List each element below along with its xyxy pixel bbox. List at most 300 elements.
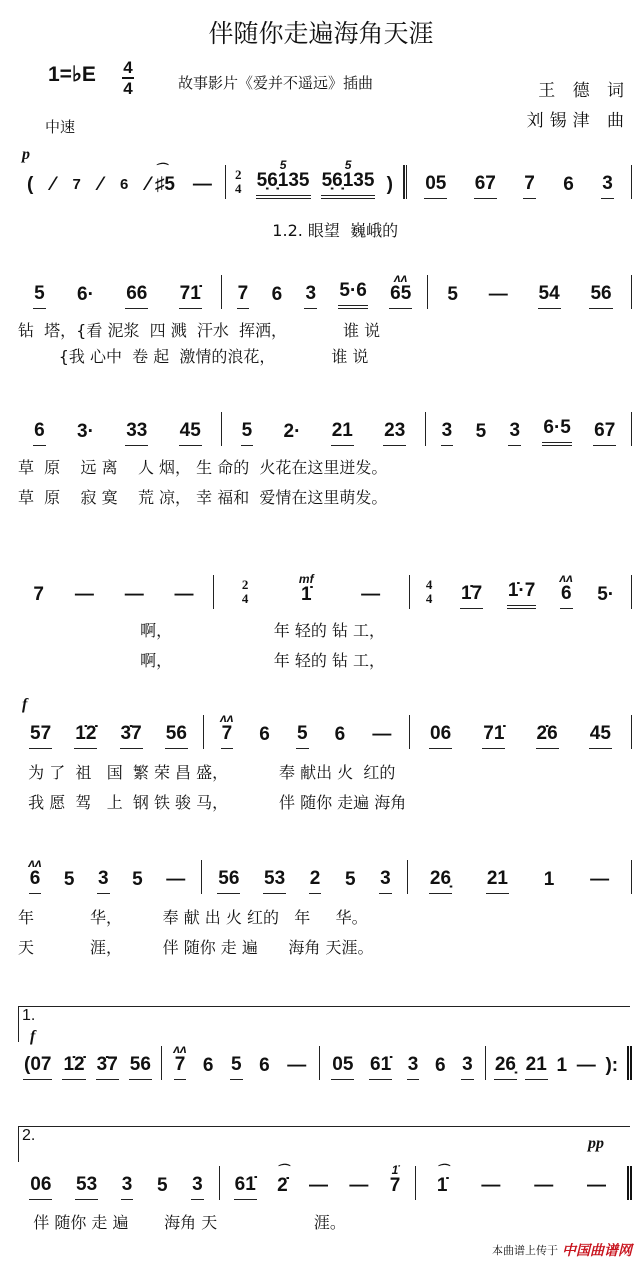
note (131, 869, 144, 894)
time-signature-change (235, 168, 242, 196)
note (121, 1174, 134, 1200)
measure (222, 271, 428, 309)
note-text: — (74, 584, 94, 605)
note (523, 173, 536, 199)
note-text: — (481, 1175, 501, 1196)
lyrics-line: 啊， 年 轻的 钻 工， (18, 621, 386, 640)
note (283, 421, 302, 446)
note (436, 1163, 449, 1200)
note (383, 420, 406, 446)
note-text: — (349, 1175, 369, 1196)
note-text: 3 (509, 420, 521, 441)
note (234, 1174, 257, 1200)
note-marking: ʌʌ (394, 271, 408, 285)
note (474, 173, 497, 199)
note-text: 65 (390, 283, 412, 304)
note (441, 420, 454, 446)
note (389, 1163, 402, 1200)
note (386, 174, 394, 199)
note-text: 1̇2̇ (75, 723, 97, 744)
music-system (14, 412, 632, 446)
note (508, 420, 521, 446)
note (488, 284, 509, 309)
note-marking: ʌʌ (220, 711, 234, 725)
note-text: 2· (283, 421, 301, 442)
note (475, 421, 488, 446)
measure (214, 572, 410, 609)
note (241, 420, 254, 446)
note (156, 1175, 169, 1200)
note-text: ) (386, 174, 393, 195)
note-text: ⁄ ♯5 (146, 174, 175, 195)
measure (426, 412, 632, 446)
note (589, 869, 610, 894)
lyrics-line: 钻 塔，{看 泥浆 四 溅 汗水 挥洒， 谁 说 (18, 321, 381, 340)
note-text: — (174, 584, 194, 605)
note-marking: ⌒ (276, 1163, 289, 1177)
note (331, 1054, 354, 1080)
note (263, 868, 286, 894)
note (389, 271, 412, 309)
lyrics-line: 天 涯， 伴 随你 走 遍 海角 天涯。 (18, 938, 374, 957)
music-system (14, 158, 632, 199)
note-text: 2̇ (277, 1175, 288, 1196)
note-text: ⁄ (51, 174, 55, 195)
note-text: 6 (34, 420, 45, 441)
measure (486, 1046, 632, 1080)
note-text: 56 (129, 1054, 151, 1075)
measure (14, 1046, 162, 1080)
note (556, 1055, 569, 1080)
note-text: 56 (218, 868, 240, 889)
lyrics-line: 草 原 远 离 人 烟， 生 命的 火花在这里迸发。 (18, 458, 388, 477)
note-text: 3 (97, 868, 109, 889)
measure (222, 412, 426, 446)
note-text: — (192, 174, 212, 195)
note (543, 869, 556, 894)
note (26, 174, 34, 199)
note-text: 3 (192, 1174, 203, 1195)
note (286, 1055, 307, 1080)
note-text: 6 (434, 1055, 446, 1076)
note-text: 2̇6 (536, 723, 558, 744)
lyricist-credit: 王 德 词 (538, 81, 630, 101)
note (525, 1054, 548, 1080)
note-marking: 5 (344, 158, 352, 172)
measure (14, 1166, 220, 1200)
note (98, 174, 103, 199)
note-text: 7 (33, 584, 44, 605)
lyrics-line: 我 愿 驾 上 钢 铁 骏 马， 伴 随你 走遍 海角 (18, 793, 407, 812)
note-text: — (590, 869, 610, 890)
note-text: — (287, 1055, 307, 1076)
note-text: 21 (486, 868, 508, 889)
note-text: 7 (524, 173, 535, 194)
note (586, 1175, 607, 1200)
note-text: 5 (475, 421, 487, 442)
note-text: 71̇ (179, 283, 201, 304)
dynamic-marking: f (30, 1028, 36, 1045)
note (304, 283, 317, 309)
note (348, 1175, 369, 1200)
note (507, 580, 536, 609)
note-text: 5 (344, 869, 356, 890)
measure (416, 1163, 632, 1200)
note-text: 3 (602, 173, 613, 194)
note-text: 5 (241, 420, 253, 441)
measure (320, 1046, 486, 1080)
note-text: 3̇7 (120, 723, 142, 744)
note (125, 283, 148, 309)
note-text: 3 (407, 1054, 419, 1075)
note (271, 284, 284, 309)
footer (492, 1240, 632, 1260)
volta-label: 1. (22, 1007, 36, 1024)
note-text: ⁄ (98, 174, 103, 195)
note-text: 53 (76, 1174, 98, 1195)
note (145, 162, 176, 199)
time-top: 2 (235, 167, 242, 182)
note-text: 67 (474, 173, 496, 194)
note (129, 1054, 152, 1080)
note (480, 1175, 501, 1200)
note-text: — (309, 1175, 329, 1196)
note-text: 06 (430, 723, 452, 744)
note-text: 5 (296, 723, 308, 744)
note-text: 6 (334, 724, 346, 745)
note-text: — (372, 724, 392, 745)
note-text: — (166, 869, 186, 890)
dynamic-marking: pp (588, 1135, 604, 1152)
measure (14, 412, 222, 446)
note (179, 420, 202, 446)
note (165, 723, 188, 749)
note-text: 6 (560, 583, 572, 604)
note (486, 868, 509, 894)
note (559, 571, 573, 609)
key-signature: 1=♭E (48, 63, 96, 86)
note-text: 5 (132, 869, 143, 890)
note (296, 723, 309, 749)
note-marking: ⌒ (436, 1163, 449, 1177)
note (338, 280, 367, 309)
lyrics-line: {我 心中 卷 起 激情的浪花， 谁 说 (18, 347, 369, 366)
note-marking: ʌʌ (28, 856, 42, 870)
note-text: — (124, 584, 144, 605)
note (74, 584, 95, 609)
note-marking: ⌒ (154, 162, 167, 176)
song-title: 伴随你走遍海角天涯 (208, 19, 434, 48)
note-text: 3· (77, 421, 94, 442)
measure (14, 715, 204, 749)
measure (14, 856, 202, 894)
time-signature (122, 58, 134, 98)
note (604, 1055, 619, 1080)
note (29, 1174, 52, 1200)
note (191, 1174, 204, 1200)
note-text: 6 (29, 868, 41, 889)
dynamic-marking: p (22, 146, 30, 163)
note-text: 05 (332, 1054, 354, 1075)
note-text: 5 (34, 283, 45, 304)
note (308, 1175, 329, 1200)
time-signature-change (426, 578, 433, 606)
measure (14, 275, 222, 309)
note (538, 283, 561, 309)
note (237, 283, 250, 309)
note-text: 61̇ (370, 1054, 392, 1075)
note (258, 724, 271, 749)
note (533, 1175, 554, 1200)
note (321, 158, 376, 199)
note-text: 3 (462, 1054, 473, 1075)
note (32, 584, 45, 609)
note (331, 420, 354, 446)
note-text: 56 (590, 283, 612, 304)
note-text: 71̇ (483, 723, 505, 744)
measure (410, 571, 632, 609)
note (589, 723, 612, 749)
note-text: 26̣ (494, 1054, 516, 1075)
note-text: — (576, 1055, 596, 1076)
time-signature-change (242, 578, 249, 606)
time-bottom: 4 (235, 181, 242, 196)
note (596, 584, 615, 609)
note (179, 283, 202, 309)
note (192, 174, 213, 199)
site-logo: 中国曲谱网 (562, 1243, 632, 1259)
time-bottom: 4 (241, 591, 249, 606)
footer-text: 本曲谱上传于 (492, 1244, 558, 1257)
lyrics-line: 1.2. 眼望 巍峨的 (18, 221, 399, 240)
dynamic-marking: f (22, 696, 28, 713)
note-text: 6 (563, 174, 574, 195)
note-text: ): (605, 1055, 619, 1076)
note (601, 173, 614, 199)
note (494, 1054, 517, 1080)
music-system (14, 1163, 632, 1200)
note (217, 868, 240, 894)
note (75, 1174, 98, 1200)
note (96, 1054, 119, 1080)
note (230, 1054, 243, 1080)
note-text: 3 (305, 283, 317, 304)
note (76, 284, 95, 309)
note (256, 158, 311, 199)
note-text: 1̇·7 (507, 580, 536, 601)
note (33, 283, 46, 309)
note-text: 6· (77, 284, 94, 305)
note-text: 66 (126, 283, 148, 304)
note (536, 723, 559, 749)
note-text: 67 (594, 420, 616, 441)
measure (204, 711, 410, 749)
note (165, 869, 186, 894)
note (120, 723, 143, 749)
note-text: 54 (538, 283, 560, 304)
note-text: 5· (597, 584, 615, 605)
music-system (14, 571, 632, 609)
note (124, 584, 145, 609)
note-text: 5̣6̣135 (321, 170, 375, 191)
note (276, 1163, 289, 1200)
lyrics-line: 为 了 祖 国 繁 荣 昌 盛， 奉 献出 火 红的 (18, 763, 396, 782)
note (407, 1054, 420, 1080)
time-top: 2 (241, 577, 249, 592)
measure (226, 158, 404, 199)
note-text: 23 (384, 420, 406, 441)
note-text: 3 (121, 1174, 133, 1195)
note-text: 7 (389, 1175, 401, 1196)
note (371, 724, 392, 749)
measure (220, 1163, 416, 1200)
note-text: — (361, 584, 381, 605)
note-text: 5 (156, 1175, 168, 1196)
note (379, 868, 392, 894)
volta-label: 2. (22, 1127, 36, 1144)
note (482, 723, 505, 749)
note-text: 6·5 (543, 417, 571, 438)
note-text: 6 (259, 724, 270, 745)
note-text: 26̣ (429, 868, 452, 889)
note (258, 1055, 271, 1080)
note (360, 584, 381, 609)
note-marking: ʌʌ (559, 571, 573, 585)
note-text: 06 (30, 1174, 52, 1195)
note-text: 7 (72, 176, 81, 193)
note (119, 174, 129, 199)
note (23, 1054, 52, 1080)
music-system (14, 1042, 632, 1080)
note-text: 05 (425, 173, 447, 194)
note-text: 6 (120, 176, 129, 193)
note (344, 869, 357, 894)
note (589, 283, 612, 309)
note (28, 856, 42, 894)
note-text: 5·6 (339, 280, 367, 301)
note (369, 1054, 392, 1080)
note (220, 711, 234, 749)
note-text: 45 (179, 420, 201, 441)
note-marking: 5 (279, 158, 287, 172)
measure (162, 1042, 320, 1080)
note-text: 2 (309, 868, 321, 889)
note-text: 1̇2̇ (63, 1054, 85, 1075)
note-text: 21 (525, 1054, 547, 1075)
note-text: — (587, 1175, 607, 1196)
volta-bracket (18, 1006, 630, 1042)
note-text: 57 (30, 723, 52, 744)
note-marking: ʌʌ (173, 1042, 187, 1056)
note-text: 61̇ (234, 1174, 256, 1195)
note-text: 3 (380, 868, 391, 889)
note (429, 723, 452, 749)
lyrics-line: 草 原 寂 寞 荒 凉， 幸 福和 爱情在这里萌发。 (18, 488, 388, 507)
note (50, 174, 55, 199)
note (309, 868, 322, 894)
time-top: 4 (425, 577, 433, 592)
note (562, 174, 575, 199)
measure (14, 162, 226, 199)
measure (14, 575, 214, 609)
note (446, 284, 459, 309)
note-text: — (534, 1175, 554, 1196)
note (63, 869, 76, 894)
tempo-marking: 中速 (45, 118, 76, 136)
note-text: 7 (237, 283, 249, 304)
note (62, 1054, 85, 1080)
note (334, 724, 347, 749)
note (424, 173, 447, 199)
note-text: 5 (63, 869, 75, 890)
note-text: 3 (441, 420, 453, 441)
note (298, 572, 314, 609)
note-text: 53 (264, 868, 286, 889)
note-marking: mf (298, 572, 314, 586)
lyrics-line: 啊， 年 轻的 钻 工， (18, 651, 386, 670)
note-text: 45 (589, 723, 611, 744)
note-text: 6 (259, 1055, 270, 1076)
note (429, 868, 452, 894)
lyrics-line: 伴 随你 走 遍 海角 天 涯。 (18, 1213, 346, 1232)
note-text: 1̇ (300, 584, 312, 605)
note (542, 417, 571, 446)
note-text: 56 (165, 723, 187, 744)
time-signature-top: 4 (123, 58, 133, 77)
note (202, 1055, 215, 1080)
note-text: 1̇ (436, 1175, 448, 1196)
note (576, 1055, 597, 1080)
note (72, 174, 82, 199)
measure (404, 165, 632, 199)
note-text: 3̇7 (96, 1054, 118, 1075)
note (174, 584, 195, 609)
lyrics-line: 年 华， 奉 献 出 火 红的 年 华。 (18, 908, 368, 927)
note-text: 5 (230, 1054, 242, 1075)
composer-credit: 刘锡津 曲 (526, 111, 630, 131)
volta-bracket (18, 1126, 630, 1162)
note (460, 583, 483, 609)
note-text: 1 (556, 1055, 568, 1076)
note-text: 1̇7 (461, 583, 483, 604)
note (434, 1055, 447, 1080)
note (76, 421, 95, 446)
note-text: ( (27, 174, 34, 195)
note-text: 7 (174, 1054, 186, 1075)
time-signature-bottom: 4 (123, 79, 133, 98)
note-text: 21 (331, 420, 353, 441)
measure (202, 860, 408, 894)
note-text: 5 (447, 284, 458, 305)
music-system (14, 271, 632, 309)
note-text: 6 (271, 284, 283, 305)
music-system (14, 711, 632, 749)
note-text: 5̣6̣135 (256, 170, 310, 191)
subtitle: 故事影片《爱并不遥远》插曲 (178, 74, 374, 92)
note-text: 33 (126, 420, 148, 441)
note (125, 420, 148, 446)
time-bottom: 4 (425, 591, 433, 606)
note (33, 420, 46, 446)
measure (408, 860, 632, 894)
measure (410, 715, 632, 749)
note (29, 723, 52, 749)
note (97, 868, 110, 894)
note-text: 1 (543, 869, 555, 890)
music-system (14, 856, 632, 894)
note-text: — (488, 284, 508, 305)
note (74, 723, 97, 749)
